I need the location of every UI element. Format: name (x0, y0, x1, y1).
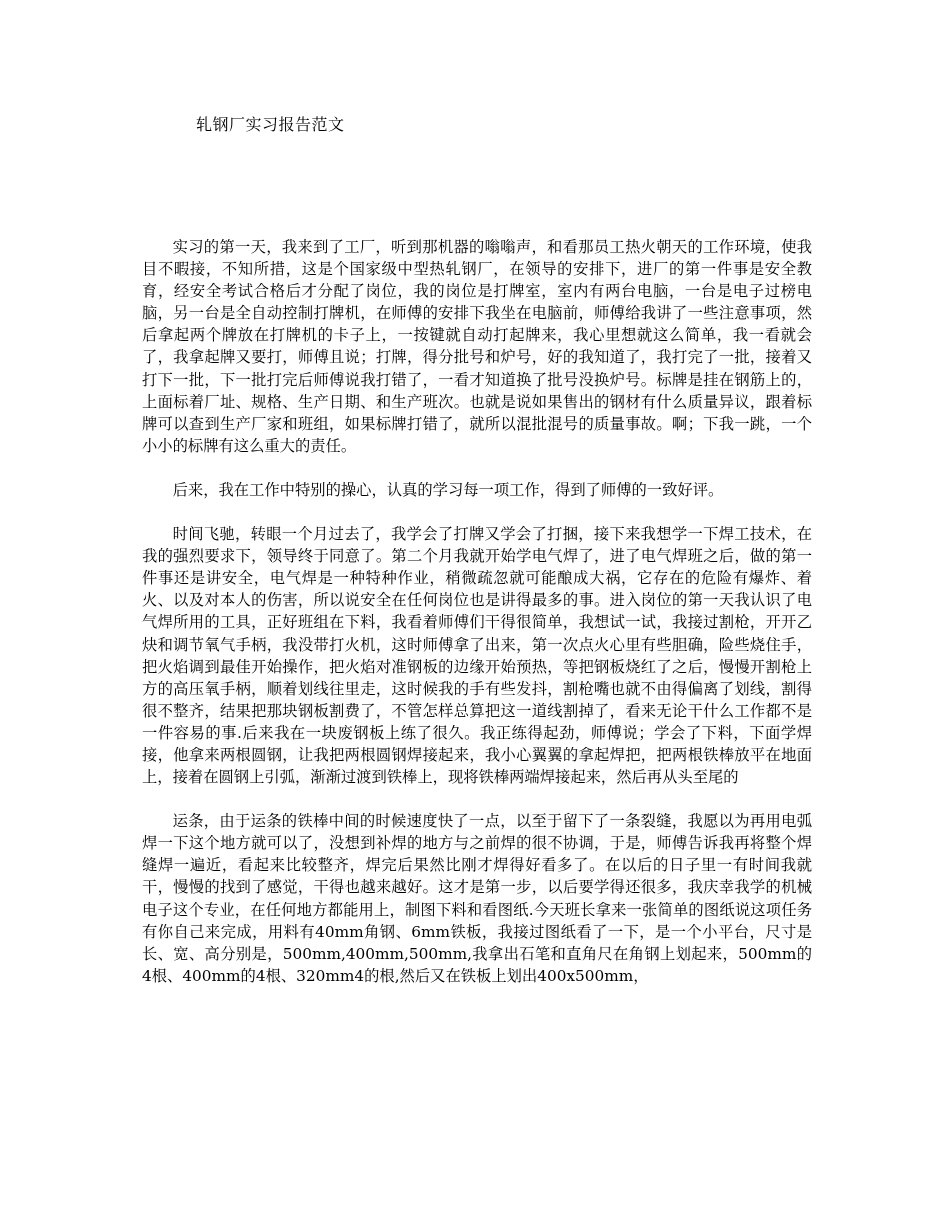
paragraph-2: 后来，我在工作中特别的操心，认真的学习每一项工作，得到了师傅的一致好评。 (172, 480, 724, 499)
document-body (142, 236, 812, 987)
paragraph-1: 实习的第一天，我来到了工厂，听到那机器的嗡嗡声，和看那员工热火朝天的工作环境，使我目不暇接，不知所措，这是个国家级中型热轧钢厂，在领导的安排下，进厂的第一件事是安全教育，经安全考试合格后才分配了岗位，我的岗位是打牌室，室内有两台电脑，一台是电子过榜电脑，另一台是全自动控制打牌机，在师傅的安排下我坐在电脑前，师傅给我讲了一些注意事项，然后拿起两个牌放在打牌机的卡子上，一按键就自动打起牌来，我心里想就这么简单，我一看就会了，我拿起牌又要打，师傅且说；打牌，得分批号和炉号，好的我知道了，我打完了一批，接着又打下一批，下一批打完后师傅说我打错了，一看才知道换了批号没换炉号。标牌是挂在钢筋上的，上面标着厂址、规格、生产日期、和生产班次。也就是说如果售出的钢材有什么质量异议，跟着标牌可以查到生产厂家和班组，如果标牌打错了，就所以混批混号的质量事故。啊；下我一跳，一个小小的标牌有这么重大的责任。 (142, 238, 812, 455)
paragraph-3: 时间飞驰，转眼一个月过去了，我学会了打牌又学会了打捆，接下来我想学一下焊工技术，在我的强烈要求下，领导终于同意了。第二个月我就开始学电气焊了，进了电气焊班之后，做的第一件事还是讲安全，电气焊是一种特种作业，稍微疏忽就可能酿成大祸，它存在的危险有爆炸、着火、以及对本人的伤害，所以说安全在任何岗位也是讲得最多的事。进入岗位的第一天我认识了电气焊所用的工具，正好班组在下料，我看着师傅们干得很简单，我想试一试，我接过割枪，开开乙炔和调节氧气手柄，我没带打火机，这时师傅拿了出来，第一次点火心里有些胆确，险些烧住手，把火焰调到最佳开始操作，把火焰对准钢板的边缘开始预热，等把钢板烧红了之后，慢慢开割枪上方的高压氧手柄，顺着划线往里走，这时候我的手有些发抖，割枪嘴也就不由得偏离了划线，割得很不整齐，结果把那块钢板割费了，不管怎样总算把这一道线割掉了，看来无论干什么工作都不是一件容易的事.后来我在一块废钢板上练了很久。我正练得起劲，师傅说；学会了下料，下面学焊接，他拿来两根圆钢，让我把两根圆钢焊接起来，我小心翼翼的拿起焊把，把两根铁棒放平在地面上，接着在圆钢上引弧，渐渐过渡到铁棒上，现将铁棒两端焊接起来，然后再从头至尾的 (142, 525, 812, 787)
paragraph-4: 运条，由于运条的铁棒中间的时候速度快了一点，以至于留下了一条裂缝，我愿以为再用电弧焊一下这个地方就可以了，没想到补焊的地方与之前焊的很不协调，于是，师傅告诉我再将整个焊缝焊一遍近，看起来比较整齐，焊完后果然比刚才焊得好看多了。在以后的日子里一有时间我就干，慢慢的找到了感觉，干得也越来越好。这才是第一步，以后要学得还很多，我庆幸我学的机械电子这个专业，在任何地方都能用上，制图下料和看图纸.今天班长拿来一张简单的图纸说这项任务有你自己来完成，用料有40mm角钢、6mm铁板，我接过图纸看了一下，是一个小平台，尺寸是长、宽、高分别是，500mm,400mm,500mm,我拿出石笔和直角尺在角钢上划起来，500mm的4根、400mm的4根、320mm4的根,然后又在铁板上划出400x500mm， (142, 812, 812, 985)
document-title: 轧钢厂实习报告范文 (196, 115, 345, 134)
